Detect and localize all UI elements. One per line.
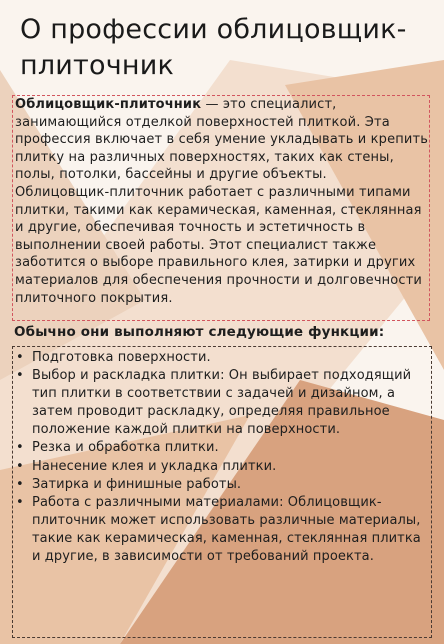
list-item-text: Резка и обработка плитки. — [32, 440, 219, 456]
functions-list — [15, 349, 431, 566]
list-item — [15, 494, 431, 566]
list-item — [15, 367, 431, 439]
functions-heading: Обычно они выполняют следующие функции: — [14, 324, 385, 340]
list-item-text: Затирка и финишные работы. — [32, 476, 242, 492]
list-item-text: Выбор и раскладка плитки: Он выбирает подходящий тип плитки в соответствии с задачей и дизайном, а затем проводит раскладку, определяя правильное положение каждой плитки на поверхности. — [32, 368, 412, 438]
page-title: О профессии облицовщик-плиточник — [20, 14, 407, 81]
list-item-text: Нанесение клея и укладка плитки. — [32, 458, 277, 474]
bullet-icon: • — [16, 494, 24, 510]
intro-paragraph-2: Облицовщик-плиточник работает с различными типами плитки, такими как керамическая, каменная, стеклянная и другие, обеспечивая точность и эстетичность в выполнении своей работы. Этот специалист также заботится о выборе правильного клея, затирки и других материалов для обеспечения прочности и долговечности плиточного покрытия. — [15, 184, 423, 306]
list-item-text: Работа с различными материалами: Облицовщик-плиточник может использовать различные материалы, такие как керамическая, каменная, стеклянная плитка и другие, в зависимости от требований проекта. — [32, 494, 421, 565]
bullet-icon: • — [16, 440, 24, 456]
bullet-icon: • — [16, 368, 24, 384]
intro-term: Облицовщик-плиточник — [15, 97, 202, 112]
list-item — [15, 458, 431, 476]
list-item — [15, 349, 431, 367]
bullet-icon: • — [16, 458, 24, 474]
list-item — [15, 439, 431, 457]
intro-paragraph-1 — [15, 96, 429, 184]
list-item — [15, 476, 431, 494]
list-item-text: Подготовка поверхности. — [32, 350, 211, 365]
intro-definition: — это специалист, занимающийся отделкой поверхностей плиткой. Эта профессия включает в себя умение укладывать и крепить плитку на различных поверхностях, таких как стены, полы, потолки, бассейны и другие объекты. — [15, 97, 428, 183]
bullet-icon: • — [16, 476, 24, 492]
bullet-icon: • — [16, 350, 24, 365]
intro-text-box — [12, 95, 430, 321]
functions-list-box — [12, 346, 432, 638]
